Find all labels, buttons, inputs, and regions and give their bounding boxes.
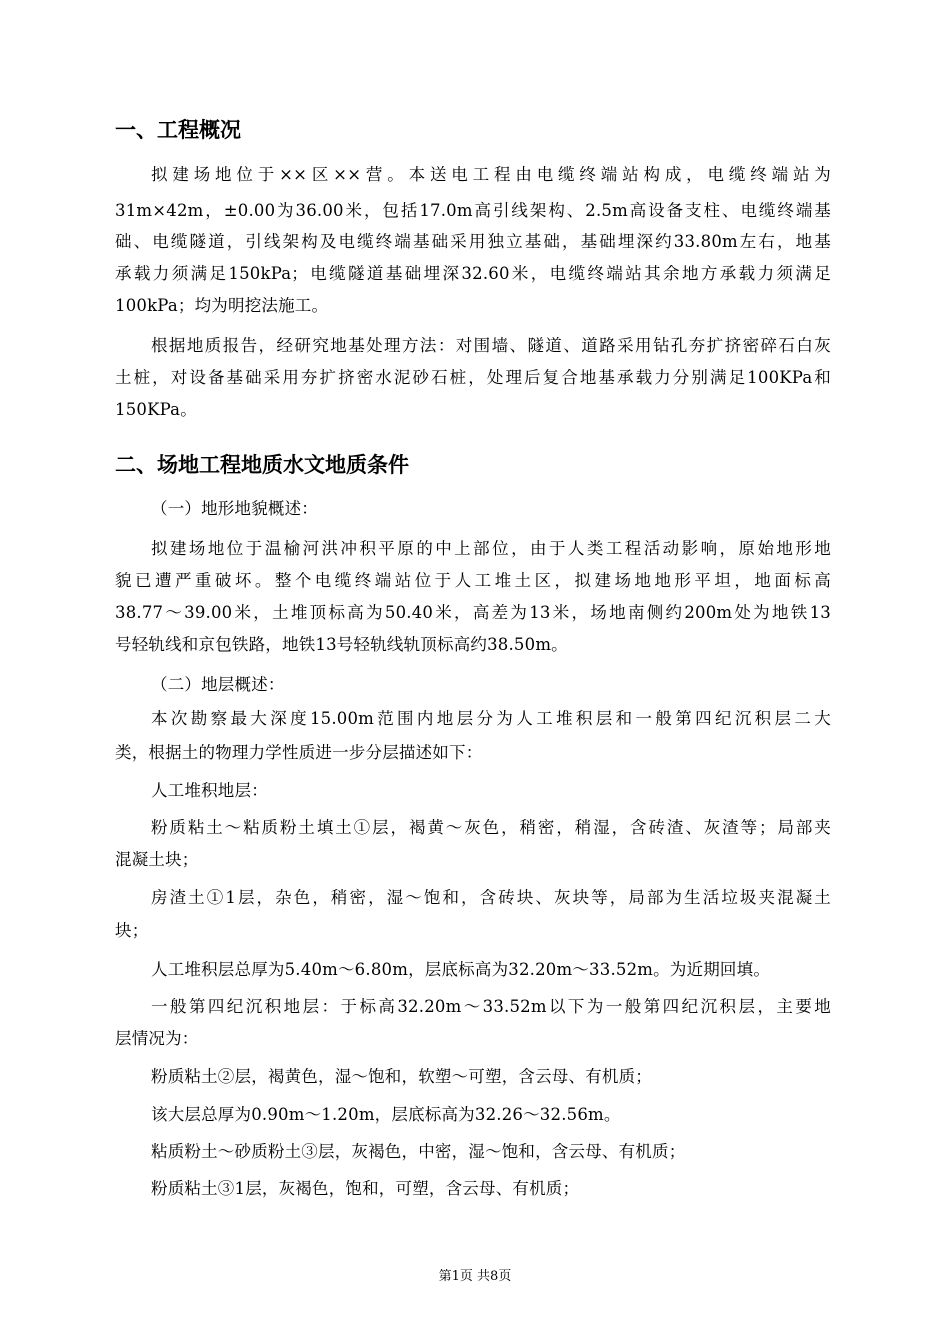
- paragraph-line: 38.77～39.00米，土堆顶标高为50.40米，高差为13米，场地南侧约200m处为地铁13: [115, 603, 831, 622]
- paragraph-line: 粘质粉土～砂质粉土③层，灰褐色，中密，湿～饱和，含云母、有机质；: [151, 1142, 686, 1161]
- paragraph-line: 貌已遭严重破坏。整个电缆终端站位于人工堆土区，拟建场地地形平坦，地面标高: [115, 571, 831, 590]
- paragraph-line: 拟建场地位于××区××营。本送电工程由电缆终端站构成，电缆终端站为: [151, 165, 831, 184]
- section-heading-1: 一、工程概况: [115, 118, 241, 142]
- paragraph-line: 层情况为：: [115, 1029, 199, 1048]
- paragraph-line: 31m×42m，±0.00为36.00米，包括17.0m高引线架构、2.5m高设备支柱、电缆终端基: [115, 201, 831, 220]
- paragraph-line: 承载力须满足150kPa；电缆隧道基础埋深32.60米，电缆终端站其余地方承载力须满足: [115, 264, 831, 283]
- section-heading-2: 二、场地工程地质水文地质条件: [115, 453, 409, 477]
- paragraph-line: 100kPa；均为明挖法施工。: [115, 296, 329, 315]
- paragraph-line: 础、电缆隧道，引线架构及电缆终端基础采用独立基础，基础埋深约33.80m左右，地基: [115, 232, 831, 251]
- page-footer: 第1页 共8页: [438, 1269, 512, 1284]
- paragraph-line: 本次勘察最大深度15.00m范围内地层分为人工堆积层和一般第四纪沉积层二大: [151, 709, 831, 728]
- paragraph-line: 混凝土块；: [115, 850, 199, 869]
- paragraph-line: 人工堆积层总厚为5.40m～6.80m，层底标高为32.20m～33.52m。为近期回填。: [151, 960, 771, 979]
- paragraph-line: 一般第四纪沉积地层：于标高32.20m～33.52m以下为一般第四纪沉积层，主要地: [151, 997, 831, 1016]
- paragraph-line: 该大层总厚为0.90m～1.20m，层底标高为32.26～32.56m。: [151, 1105, 621, 1124]
- paragraph-line: 粉质粘土～粘质粉土填土①层，褐黄～灰色，稍密，稍湿，含砖渣、灰渣等；局部夹: [151, 818, 831, 837]
- paragraph-line: 类，根据土的物理力学性质进一步分层描述如下：: [115, 743, 483, 762]
- paragraph-line: 粉质粘土③1层，灰褐色，饱和，可塑，含云母、有机质；: [151, 1179, 580, 1198]
- paragraph-line: 房渣土①1层，杂色，稍密，湿～饱和，含砖块、灰块等，局部为生活垃圾夹混凝土: [151, 888, 831, 907]
- paragraph-line: 人工堆积地层：: [151, 781, 268, 800]
- paragraph-line: 150KPa。: [115, 400, 197, 419]
- paragraph-line: 号轻轨线和京包铁路，地铁13号轻轨线轨顶标高约38.50m。: [115, 635, 568, 654]
- paragraph-line: 拟建场地位于温榆河洪冲积平原的中上部位，由于人类工程活动影响，原始地形地: [151, 539, 831, 558]
- subsection-heading: （二）地层概述：: [151, 675, 285, 694]
- paragraph-line: 土桩，对设备基础采用夯扩挤密水泥砂石桩，处理后复合地基承载力分别满足100KPa和: [115, 368, 831, 387]
- paragraph-line: 块；: [115, 921, 149, 940]
- subsection-heading: （一）地形地貌概述：: [151, 499, 318, 518]
- paragraph-line: 根据地质报告，经研究地基处理方法：对围墙、隧道、道路采用钻孔夯扩挤密碎石白灰: [151, 336, 831, 355]
- paragraph-line: 粉质粘土②层，褐黄色，湿～饱和，软塑～可塑，含云母、有机质；: [151, 1067, 652, 1086]
